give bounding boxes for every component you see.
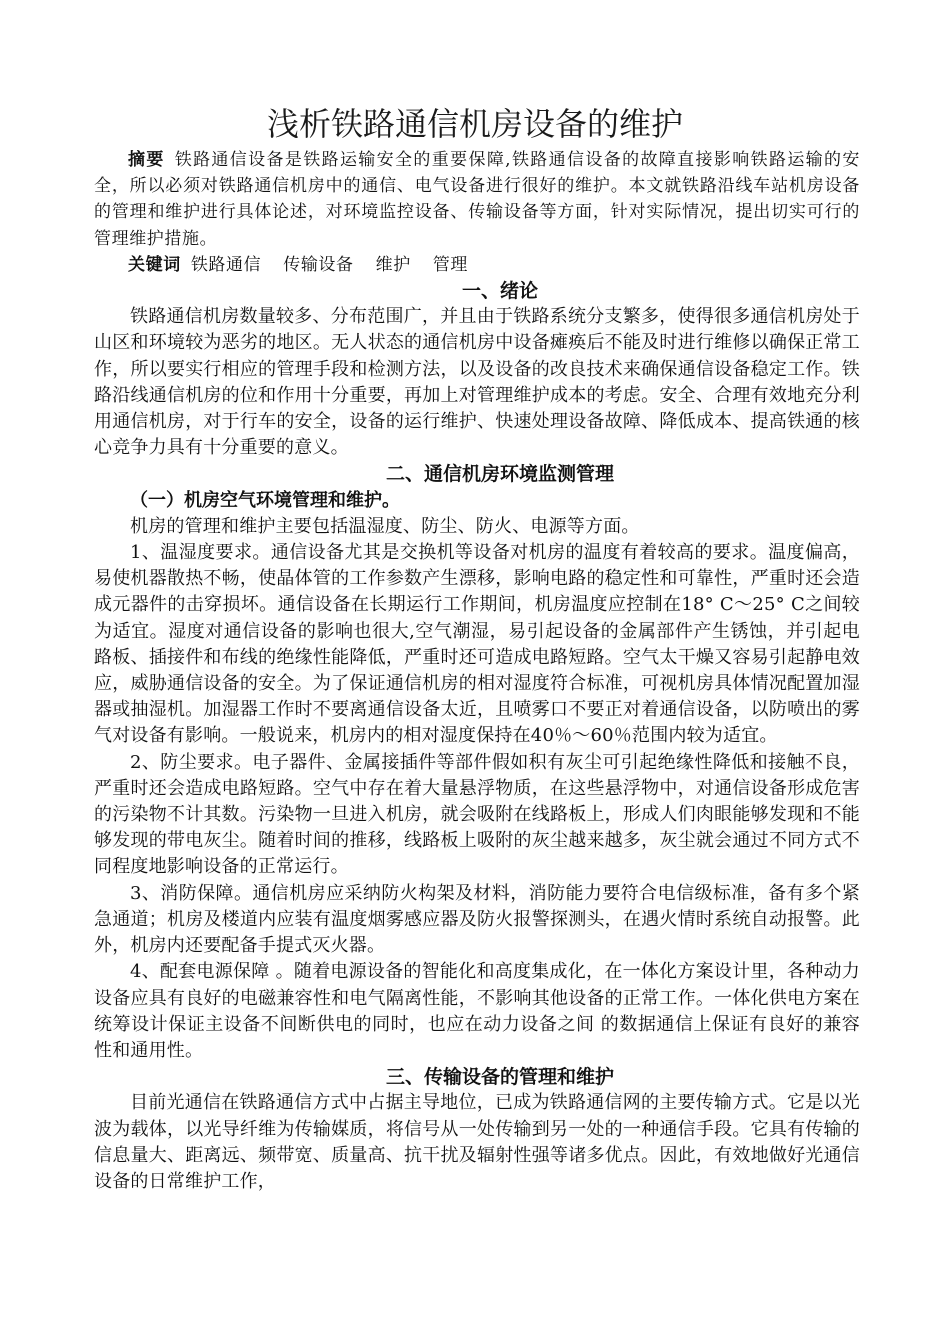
item-text: 电子器件、金属接插件等部件假如积有灰尘可引起绝缘性降低和接触不良，严重时还会造成电路短路。空气中存在着大量悬浮物质，在这些悬浮物中，对通信设备形成危害的污染物不计其数。污染物一旦进入机房，就会吸附在线路板上，形成人们肉眼能够发现和不能够发现的带电灰尘。随着时间的推移，线路板上吸附的灰尘越来越多，灰尘就会通过不同方式不同程度地影响设备的正常运行。 [94,751,860,878]
intro-paragraph: 铁路通信机房数量较多、分布范围广，并且由于铁路系统分支繁多，使得很多通信机房处于山区和环境较为恶劣的地区。无人状态的通信机房中设备瘫痪后不能及时进行维修以确保正常工作，所以要实行相应的管理手段和检测方法，以及设备的改良技术来确保通信设备稳定工作。铁路沿线通信机房的位和作用十分重要，再加上对管理维护成本的考虑。安全、合理有效地充分利用通信机房，对于行车的安全，设备的运行维护、快速处理设备故障、降低成本、提高铁通的核心竞争力具有十分重要的意义。 [94,306,860,459]
keywords-label: 关键词 [128,254,181,275]
item-label: 1、温湿度要求。 [130,542,271,564]
keywords-line [94,252,860,278]
abstract-label: 摘要 [128,150,165,170]
keyword-item: 管理 [432,254,469,275]
item-text: 通信机房应采纳防火构架及材料，消防能力要符合电信级标准，备有多个紧急通道；机房及楼道内应装有温度烟雾感应器及防火报警探测头，在遇火情时系统自动报警。此外，机房内还要配备手提式灭火器。 [94,882,860,957]
item-text: 通信设备尤其是交换机等设备对机房的温度有着较高的要求。温度偏高，易使机器散热不畅，使晶体管的工作参数产生漂移，影响电路的稳定性和可靠性，严重时还会造成元器件的击穿损坏。通信设备在长期运行工作期间，机房温度应控制在18° C～25° C之间较为适宜。湿度对通信设备的影响也很大,空气潮湿，易引起设备的金属部件产生锈蚀，并引起电路板、插接件和布线的绝缘性能降低，严重时还可造成电路短路。空气太干燥又容易引起静电效应，威胁通信设备的安全。为了保证通信机房的相对湿度符合标准，可视机房具体情况配置加湿器或抽湿机。加湿器工作时不要离通信设备太近，且喷雾口不要正对着通信设备，以防喷出的雾气对设备有影响。一般说来，机房内的相对湿度保持在40％～60％范围内较为适宜。 [94,542,860,747]
fire-paragraph [94,881,860,960]
item-label: 3、消防保障。 [130,882,253,904]
temperature-humidity-paragraph [94,540,860,750]
environment-intro-paragraph: 机房的管理和维护主要包括温湿度、防尘、防火、电源等方面。 [130,515,640,537]
item-text: 。随着电源设备的智能化和高度集成化，在一体化方案设计里，各种动力设备应具有良好的电磁兼容性和电气隔离性能，不影响其他设备的正常工作。一体化供电方案在统筹设计保证主设备不间断供电的同时，也应在动力设备之间 的数据通信上保证有良好的兼容性和通用性。 [94,961,860,1061]
section-heading-intro: 一、绪论 [461,280,538,303]
keyword-item: 维护 [375,254,411,275]
abstract-text: 铁路通信设备是铁路运输安全的重要保障,铁路通信设备的故障直接影响铁路运输的安全，所以必须对铁路通信机房中的通信、电气设备进行很好的维护。本文就铁路沿线车站机房设备的管理和维护进行具体论述，对环境监控设备、传输设备等方面，针对实际情况，提出切实可行的管理维护措施。 [94,150,860,249]
page-title: 浅析铁路通信机房设备的维护 [266,105,683,143]
keyword-item: 传输设备 [283,254,354,275]
subsection-heading-air: （一）机房空气环境管理和维护。 [130,489,400,511]
section-heading-environment: 二、通信机房环境监测管理 [385,463,614,486]
abstract-paragraph [94,147,860,252]
section-heading-transmission: 三、传输设备的管理和维护 [385,1066,614,1089]
item-label: 4、配套电源保障 [130,961,270,983]
transmission-paragraph: 目前光通信在铁路通信方式中占据主导地位，已成为铁路通信网的主要传输方式。它是以光波为载体，以光导纤维为传输媒质，将信号从一处传输到另一处的一种通信手段。它具有传输的信息量大、距离远、频带宽、质量高、抗干扰及辐射性强等诸多优点。因此，有效地做好光通信设备的日常维护工作， [94,1092,860,1192]
document-body [94,147,860,1195]
dust-paragraph [94,750,860,881]
power-paragraph [94,959,860,1064]
item-label: 2、防尘要求。 [130,751,253,773]
keyword-item: 铁路通信 [190,254,262,275]
